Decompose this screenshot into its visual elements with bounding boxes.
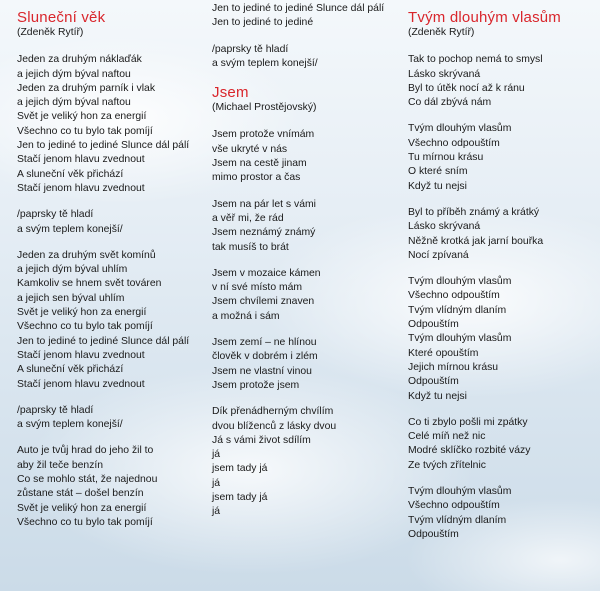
- lyrics-body: [17, 53, 207, 530]
- lyric-line: Všechno co tu bylo tak pomíjí: [17, 321, 153, 333]
- stanza: [408, 485, 598, 542]
- lyric-line: tak musíš to brát: [212, 241, 289, 253]
- lyric-line: Lásko skrývaná: [408, 68, 481, 80]
- lyric-line: Jen to jediné to jediné: [212, 17, 314, 29]
- lyric-line: A sluneční věk přichází: [17, 168, 124, 180]
- lyric-line: A sluneční věk přichází: [17, 364, 124, 376]
- lyric-line: mimo prostor a čas: [212, 172, 301, 184]
- lyric-line: a jejich dým býval naftou: [17, 97, 131, 109]
- stanza: [17, 444, 207, 530]
- lyric-line: Odpouštím: [408, 528, 459, 540]
- stanza: [17, 208, 207, 237]
- lyric-line: Všechno odpouštím: [408, 290, 500, 302]
- lyric-line: Odpouštím: [408, 376, 459, 388]
- stanza-gap: [408, 263, 598, 275]
- stanza-gap: [408, 194, 598, 206]
- lyric-line: Celé míň než nic: [408, 431, 486, 443]
- stanza: [408, 206, 598, 263]
- lyric-line: /paprsky tě hladí: [17, 209, 94, 221]
- lyric-line: a věř mi, že rád: [212, 212, 284, 224]
- stanza-gap: [408, 110, 598, 122]
- lyric-line: /paprsky tě hladí: [17, 404, 94, 416]
- lyric-line: Odpouštím: [408, 319, 459, 331]
- lyric-line: já: [212, 449, 221, 461]
- lyric-line: Tak to pochop nemá to smysl: [408, 54, 543, 66]
- lyrics-continued: [212, 2, 402, 71]
- lyric-line: Kamkoliv se hnem svět továren: [17, 278, 162, 290]
- lyric-line: Stačí jenom hlavu zvednout: [17, 378, 145, 390]
- lyric-line: Svět je veliký hon za energií: [17, 111, 147, 123]
- stanza-gap: [212, 393, 402, 405]
- lyric-line: Tvým dlouhým vlasům: [408, 333, 512, 345]
- stanza: [212, 2, 402, 31]
- lyric-line: Tvým vlídným dlaním: [408, 514, 507, 526]
- lyric-line: Všechno odpouštím: [408, 500, 500, 512]
- lyric-line: Jsem na cestě jinam: [212, 158, 307, 170]
- lyric-line: Jen to jediné to jediné Slunce dál pálí: [17, 140, 190, 152]
- column-right: [408, 0, 598, 542]
- lyric-line: Jsem zemí – ne hlínou: [212, 337, 317, 349]
- stanza: [17, 249, 207, 392]
- lyric-line: Já s vámi život sdílím: [212, 434, 311, 446]
- song-title: Tvým dlouhým vlasům: [408, 9, 562, 26]
- stanza: [17, 404, 207, 433]
- lyric-line: Všechno co tu bylo tak pomíjí: [17, 516, 153, 528]
- lyric-line: já: [212, 477, 221, 489]
- stanza-gap: [212, 255, 402, 267]
- lyric-line: Tvým dlouhým vlasům: [408, 276, 512, 288]
- lyric-line: Jsem ne vlastní vinou: [212, 365, 312, 377]
- lyric-line: a jejich dým býval uhlím: [17, 264, 128, 276]
- lyric-line: /paprsky tě hladí: [212, 43, 289, 55]
- lyric-line: Stačí jenom hlavu zvednout: [17, 154, 145, 166]
- lyric-line: Co se mohlo stát, že najednou: [17, 474, 158, 486]
- lyric-line: Jeden za druhým parník i vlak: [17, 82, 156, 94]
- lyric-line: Co dál zbývá nám: [408, 97, 492, 109]
- lyric-line: jsem tady já: [212, 492, 268, 504]
- song-title: Sluneční věk: [17, 9, 106, 26]
- stanza-gap: [212, 31, 402, 43]
- lyric-line: Svět je veliký hon za energií: [17, 307, 147, 319]
- lyric-line: Tu mírnou krásu: [408, 152, 484, 164]
- lyric-line: Jsem protože vnímám: [212, 129, 315, 141]
- stanza: [408, 53, 598, 110]
- stanza-gap: [212, 186, 402, 198]
- lyric-line: Jen to jediné to jediné Slunce dál pálí: [17, 335, 190, 347]
- lyric-line: Stačí jenom hlavu zvednout: [17, 349, 145, 361]
- lyric-line: a svým teplem konejší/: [17, 223, 123, 235]
- song-author: (Zdeněk Rytíř): [408, 27, 475, 38]
- stanza-gap: [17, 392, 207, 404]
- lyric-line: O které sním: [408, 166, 468, 178]
- lyric-line: Jeden za druhým svět komínů: [17, 249, 156, 261]
- lyric-line: Jsem protože jsem: [212, 379, 300, 391]
- lyric-line: Tvým dlouhým vlasům: [408, 123, 512, 135]
- lyric-line: dvou blíženců z lásky dvou: [212, 420, 337, 432]
- lyric-line: vše ukryté v nás: [212, 143, 288, 155]
- stanza: [17, 53, 207, 196]
- lyric-line: zůstane stát – došel benzín: [17, 488, 144, 500]
- stanza: [408, 416, 598, 473]
- lyric-line: Modré sklíčko rozbité vázy: [408, 445, 531, 457]
- stanza: [212, 43, 402, 72]
- lyric-line: Byl to útěk nocí až k ránu: [408, 82, 525, 94]
- song-title: Jsem: [212, 84, 249, 102]
- lyric-line: Stačí jenom hlavu zvednout: [17, 182, 145, 194]
- lyric-line: a svým teplem konejší/: [17, 419, 123, 431]
- stanza: [212, 405, 402, 519]
- lyric-line: Všechno odpouštím: [408, 137, 500, 149]
- lyric-line: Jen to jediné to jediné Slunce dál pálí: [212, 3, 385, 14]
- lyric-line: jsem tady já: [212, 463, 268, 475]
- stanza: [408, 122, 598, 193]
- stanza-gap: [17, 237, 207, 249]
- song-author: (Zdeněk Rytíř): [17, 27, 84, 38]
- stanza-gap: [408, 404, 598, 416]
- column-left: [17, 0, 207, 530]
- lyric-line: Jsem neznámý známý: [212, 227, 316, 239]
- lyric-line: aby žil teče benzín: [17, 459, 104, 471]
- lyric-line: a jejich sen býval uhlím: [17, 292, 125, 304]
- lyric-line: Které opouštím: [408, 347, 479, 359]
- lyric-line: člověk v dobrém i zlém: [212, 351, 318, 363]
- lyric-line: Jejich mírnou krásu: [408, 361, 499, 373]
- lyric-line: Všechno co tu bylo tak pomíjí: [17, 125, 153, 137]
- lyric-line: Svět je veliký hon za energií: [17, 502, 147, 514]
- lyric-line: a jejich dým býval naftou: [17, 68, 131, 80]
- lyric-line: Lásko skrývaná: [408, 221, 481, 233]
- song-author: (Michael Prostějovský): [212, 102, 317, 114]
- lyric-line: a možná i sám: [212, 310, 280, 322]
- lyric-line: Tvým vlídným dlaním: [408, 304, 507, 316]
- lyric-line: Něžně krotká jak jarní bouřka: [408, 235, 544, 247]
- column-middle: [212, 0, 402, 520]
- lyric-line: Auto je tvůj hrad do jeho žil to: [17, 445, 154, 457]
- lyric-line: já: [212, 506, 221, 518]
- lyric-line: Jeden za druhým náklaďák: [17, 54, 142, 66]
- stanza-gap: [17, 196, 207, 208]
- stanza: [212, 128, 402, 185]
- stanza-gap: [17, 432, 207, 444]
- lyric-line: Byl to příběh známý a krátký: [408, 206, 540, 218]
- stanza: [212, 267, 402, 324]
- lyric-line: Co ti zbylo pošli mi zpátky: [408, 416, 528, 428]
- lyric-line: Ze tvých zřítelnic: [408, 459, 486, 471]
- lyric-line: Dík přenádherným chvílím: [212, 406, 334, 418]
- lyrics-body: [212, 128, 402, 519]
- stanza-gap: [212, 324, 402, 336]
- lyric-line: Nocí zpívaná: [408, 249, 469, 261]
- lyric-line: Jsem na pár let s vámi: [212, 198, 316, 210]
- lyric-line: Tvým dlouhým vlasům: [408, 486, 512, 498]
- stanza: [212, 336, 402, 393]
- lyric-line: Jsem v mozaice kámen: [212, 267, 321, 279]
- stanza: [408, 275, 598, 404]
- lyric-line: Jsem chvílemi znaven: [212, 296, 315, 308]
- lyric-line: Když tu nejsi: [408, 180, 467, 192]
- stanza: [212, 198, 402, 255]
- lyric-line: Když tu nejsi: [408, 390, 467, 402]
- lyric-line: a svým teplem konejší/: [212, 57, 318, 69]
- lyric-line: v ní své místo mám: [212, 282, 303, 294]
- lyrics-body: [408, 53, 598, 542]
- stanza-gap: [408, 473, 598, 485]
